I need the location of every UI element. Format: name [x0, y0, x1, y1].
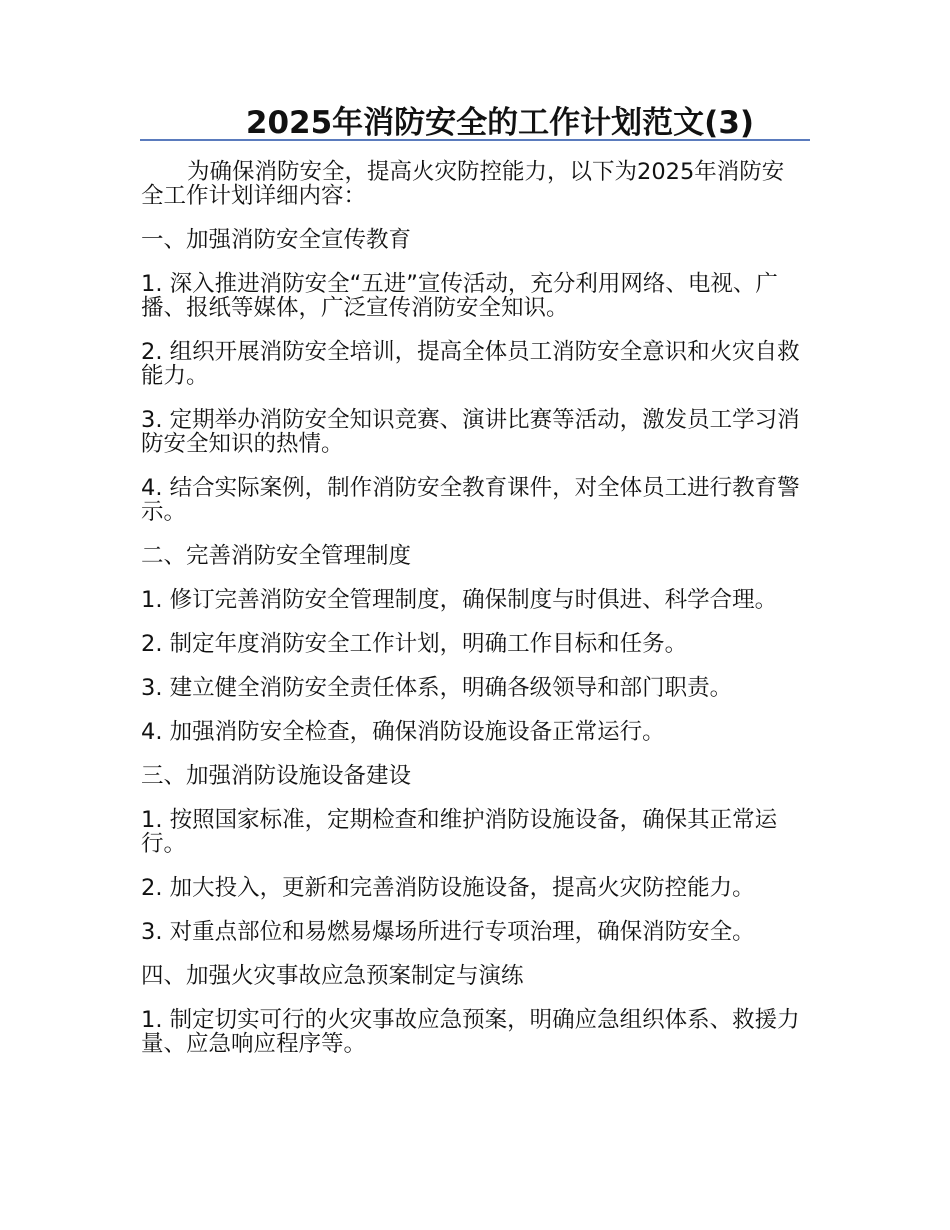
list-item: 1. 修订完善消防安全管理制度，确保制度与时俱进、科学合理。 [141, 587, 778, 613]
list-item: 1. 深入推进消防安全“五进”宣传活动，充分利用网络、电视、广播、报纸等媒体，广泛宣传消防安全知识。 [141, 271, 778, 321]
intro-paragraph: 为确保消防安全，提高火灾防控能力，以下为2025年消防安全工作计划详细内容： [141, 159, 785, 209]
list-item: 1. 按照国家标准，定期检查和维护消防设施设备，确保其正常运行。 [141, 807, 778, 857]
list-item: 4. 结合实际案例，制作消防安全教育课件，对全体员工进行教育警示。 [141, 475, 800, 525]
section-heading: 二、完善消防安全管理制度 [141, 543, 412, 569]
list-item: 1. 制定切实可行的火灾事故应急预案，明确应急组织体系、救援力量、应急响应程序等。 [141, 1007, 800, 1057]
list-item: 3. 对重点部位和易燃易爆场所进行专项治理，确保消防安全。 [141, 919, 755, 945]
list-item: 2. 制定年度消防安全工作计划，明确工作目标和任务。 [141, 631, 688, 657]
section-heading: 一、加强消防安全宣传教育 [141, 227, 412, 253]
list-item: 3. 定期举办消防安全知识竞赛、演讲比赛等活动，激发员工学习消防安全知识的热情。 [141, 407, 800, 457]
document-body [141, 160, 801, 1076]
list-item: 2. 加大投入，更新和完善消防设施设备，提高火灾防控能力。 [141, 875, 755, 901]
document-title: 2025年消防安全的工作计划范文(3) [245, 105, 755, 141]
list-item: 4. 加强消防安全检查，确保消防设施设备正常运行。 [141, 719, 665, 745]
title-underline [140, 139, 810, 141]
list-item: 2. 组织开展消防安全培训，提高全体员工消防安全意识和火灾自救能力。 [141, 339, 800, 389]
section-heading: 四、加强火灾事故应急预案制定与演练 [141, 963, 524, 989]
list-item: 3. 建立健全消防安全责任体系，明确各级领导和部门职责。 [141, 675, 733, 701]
section-heading: 三、加强消防设施设备建设 [141, 763, 412, 789]
